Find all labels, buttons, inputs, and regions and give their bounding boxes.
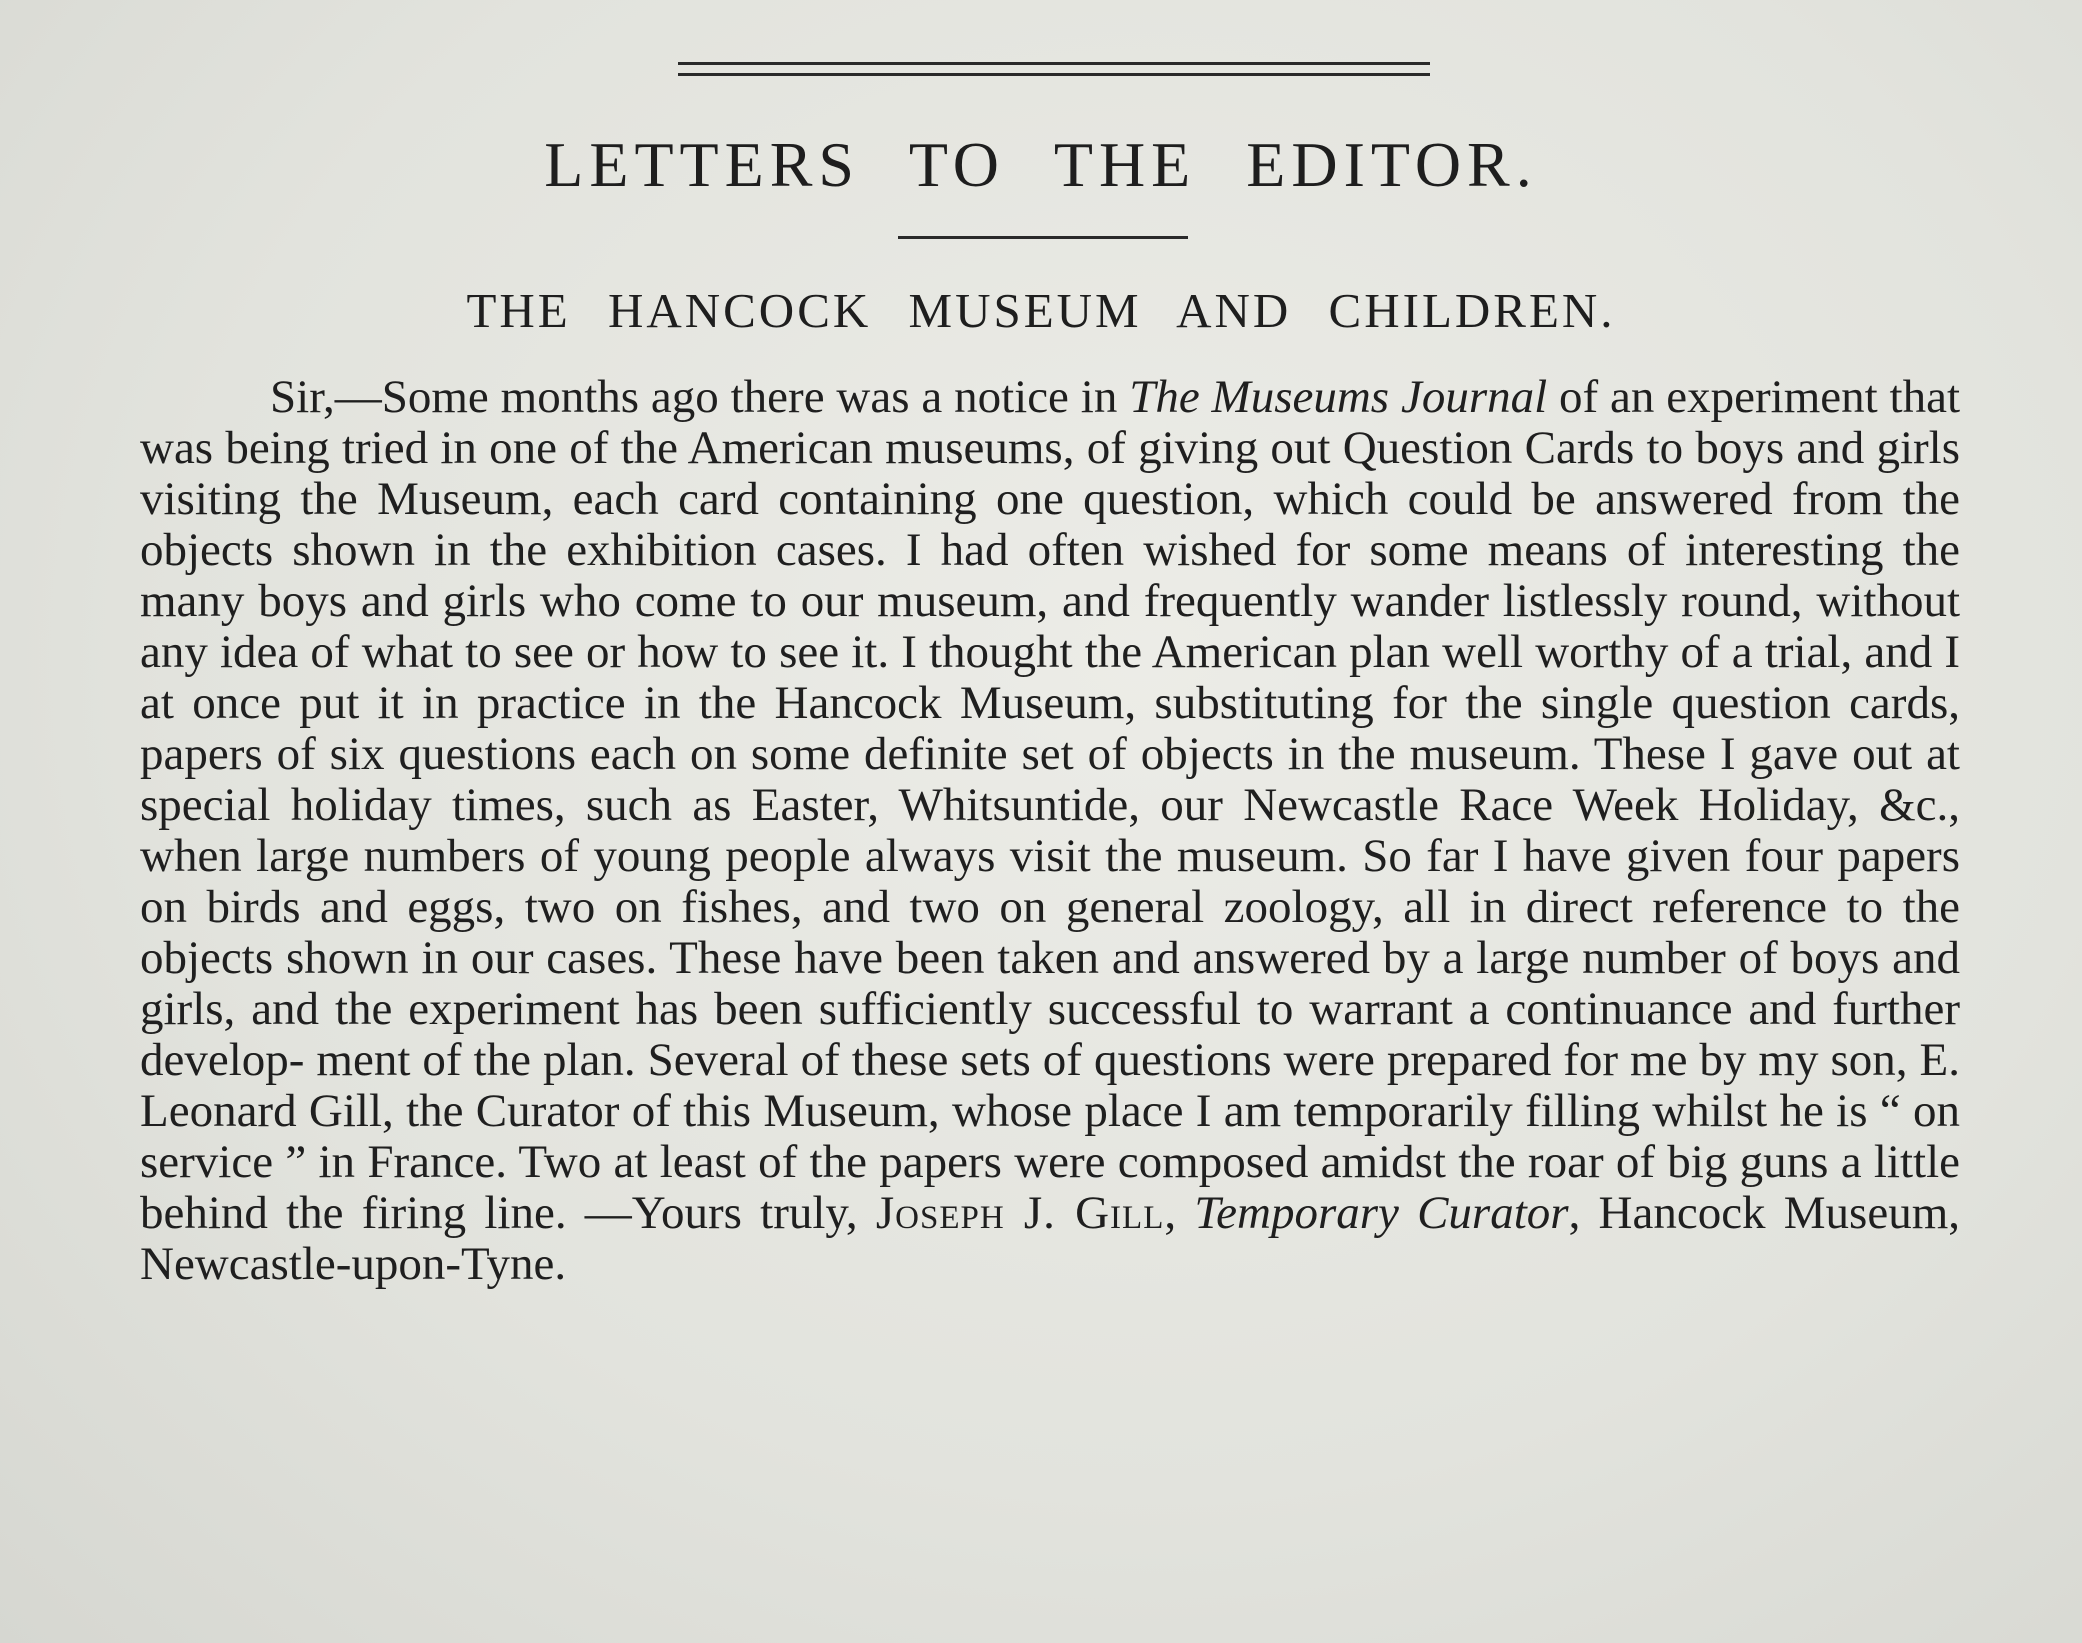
letter-text-separator: ,	[1164, 1187, 1195, 1239]
letter-text-opening: Sir,—Some months ago there was a notice in	[270, 371, 1130, 423]
letter-body	[140, 372, 1960, 1290]
letter-text-main: of an experiment that was being tried in one of the American museums, of giving out Question Cards to boys and girls visiting the Museum, each card containing one question, which could be answered from the objects shown in the exhibition cases. I had often wished for some means of interesting the many boys and girls who come to our museum, and frequently wander listlessly round, without any idea of what to see or how to see it. I thought the American plan well worthy of a trial, and I at once put it in practice in the Hancock Museum, substituting for the single question cards, papers of six questions each on some definite set of objects in the museum. These I gave out at special holiday times, such as Easter, Whitsuntide, our Newcastle Race Week Holiday, &c., when large numbers of young people always visit the museum. So far I have given four papers on birds and eggs, two on fishes, and two on general zoology, all in direct reference to the objects shown in our cases. These have been taken and answered by a large number of boys and girls, and the experiment has been sufficiently successful to warrant a continuance and further develop- ment of the plan. Several of these sets of questions were prepared for me by my son, E. Leonard Gill, the Curator of this Museum, whose place I am temporarily filling whilst he is “ on service ” in France. Two at least of the papers were composed amidst the roar of big guns a little behind the firing line. —Yours truly,	[140, 371, 1961, 1239]
signatory-title: Temporary Curator	[1194, 1187, 1569, 1239]
letter-title: THE HANCOCK MUSEUM AND CHILDREN.	[466, 283, 1616, 338]
heading-divider-rule	[898, 236, 1188, 239]
signatory-name: Joseph J. Gill	[875, 1187, 1165, 1239]
section-heading: LETTERS TO THE EDITOR.	[544, 129, 1538, 200]
journal-name: The Museums Journal	[1129, 371, 1548, 423]
letter-text-closing: , Hancock Museum, Newcastle-upon-Tyne.	[140, 1187, 1961, 1290]
top-double-rule	[678, 62, 1430, 76]
